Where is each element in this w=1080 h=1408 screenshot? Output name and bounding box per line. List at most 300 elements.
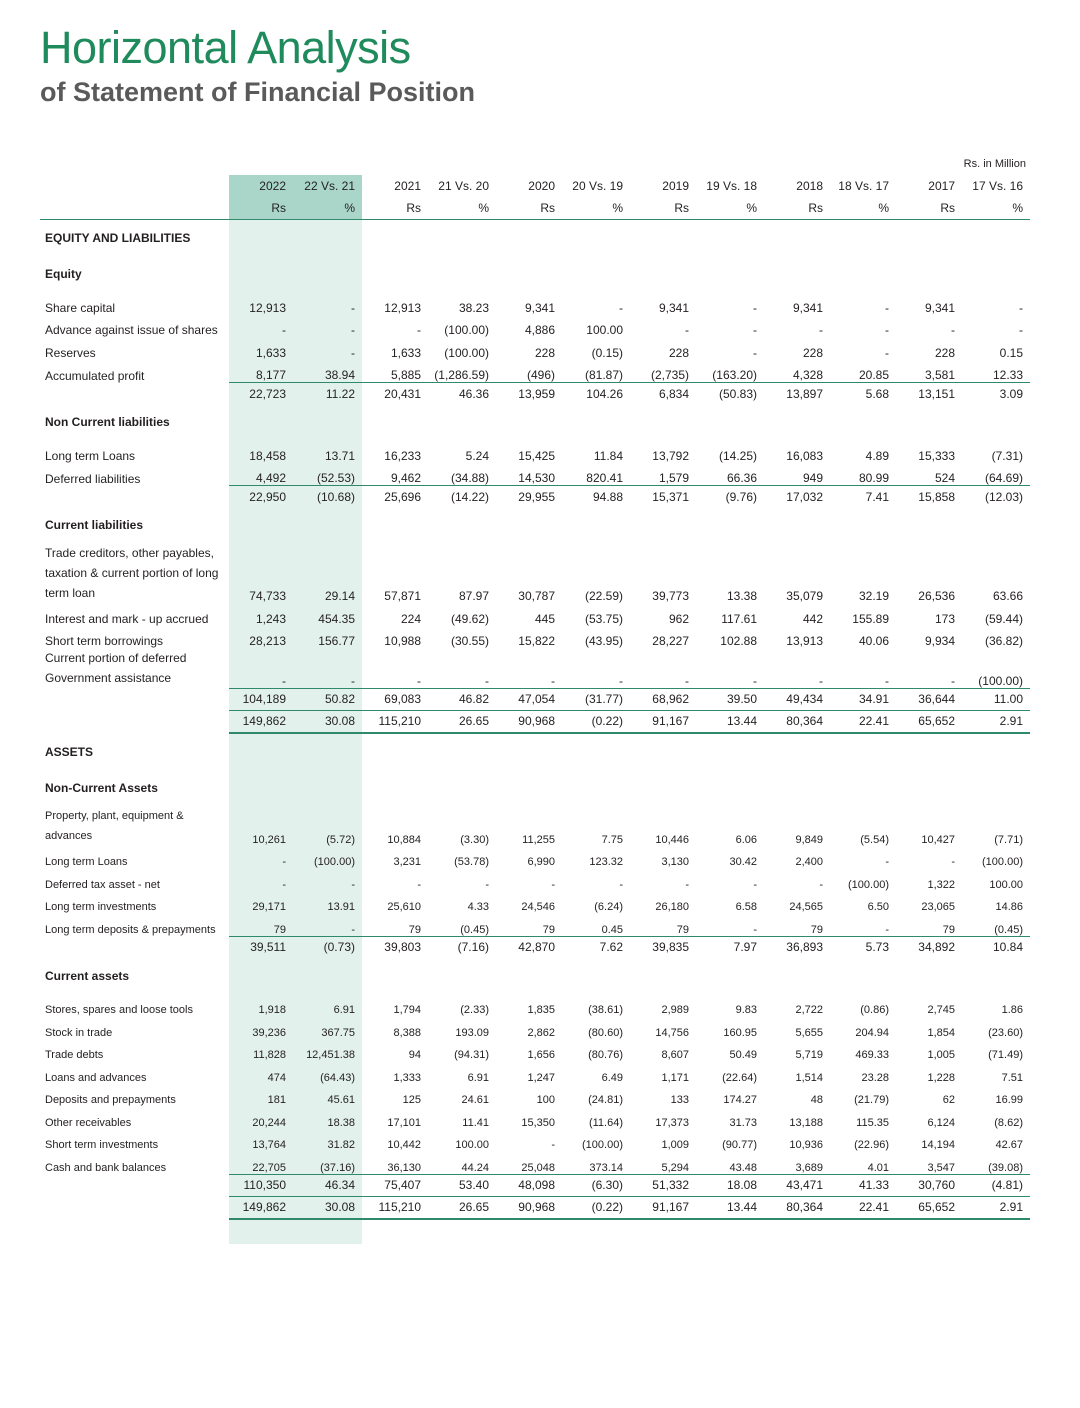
cell-value: 42,870: [496, 936, 562, 958]
cell-value: 46.82: [428, 688, 496, 710]
cell-value: 104,189: [229, 688, 293, 710]
cell-value: 23,065: [921, 901, 955, 913]
cell-value: 68,962: [630, 688, 696, 710]
cell-value: -: [282, 856, 286, 868]
cell-value: 94: [408, 1049, 421, 1061]
cell-value: (64.43): [320, 1071, 355, 1084]
cell-value: 2,862: [527, 1026, 555, 1039]
cell-value: 36,130: [387, 1161, 421, 1174]
cell-value: 17 Vs. 16: [972, 179, 1023, 193]
table-row: [40, 868, 1030, 891]
cell-value: 30.42: [729, 856, 757, 868]
cell-value: 160.95: [723, 1026, 757, 1039]
subsection-current-assets: [40, 958, 1030, 994]
cell-value: -: [753, 323, 757, 337]
cell-value: (64.69): [984, 471, 1023, 485]
cell-value: 8,607: [661, 1049, 689, 1061]
cell-value: 13,913: [786, 634, 823, 648]
cell-value: 16,233: [384, 448, 421, 463]
cell-value: 79: [810, 923, 823, 936]
cell-value: 1,514: [795, 1071, 823, 1084]
cell-value: 35,079: [786, 589, 823, 603]
cell-value: (53.75): [584, 611, 623, 626]
cell-value: 454.35: [318, 611, 355, 626]
cell-value: 22 Vs. 21: [304, 179, 355, 193]
row-label: Stores, spares and loose tools: [45, 1004, 193, 1016]
cell-value: (100.00): [978, 673, 1023, 688]
cell-value: %: [830, 197, 896, 220]
cell-value: 9,462: [390, 471, 421, 485]
cell-value: 12,451.38: [306, 1049, 355, 1061]
cell-value: 43.48: [729, 1161, 757, 1174]
cell-value: 36,893: [764, 936, 830, 958]
cell-value: 18.08: [696, 1174, 764, 1196]
cell-value: (100.00): [582, 1139, 623, 1151]
cell-value: 13.91: [327, 901, 355, 913]
cell-value: (39.08): [988, 1161, 1023, 1174]
table-row: [40, 1151, 1030, 1174]
cell-value: (31.77): [562, 688, 630, 710]
cell-value: 15,822: [518, 634, 555, 648]
cell-value: 91,167: [630, 710, 696, 733]
cell-value: 11.00: [962, 688, 1030, 710]
cell-value: 962: [668, 611, 689, 626]
page-subtitle: of Statement of Financial Position: [40, 77, 476, 107]
total-row: [40, 486, 1030, 508]
cell-value: (5.54): [860, 833, 889, 846]
cell-value: -: [951, 323, 955, 337]
cell-value: 48: [810, 1094, 823, 1106]
cell-value: (80.60): [588, 1026, 623, 1039]
cell-value: 47,054: [496, 688, 562, 710]
cell-value: 14,756: [655, 1026, 689, 1039]
cell-value: 949: [802, 471, 823, 485]
total-row: [40, 936, 1030, 958]
cell-value: (163.20): [712, 368, 757, 382]
row-label: [40, 688, 229, 710]
cell-value: 204.94: [855, 1026, 889, 1039]
cell-value: Rs: [896, 197, 962, 220]
cell-value: (49.62): [450, 611, 489, 626]
cell-value: (94.31): [454, 1049, 489, 1061]
row-label: Other receivables: [45, 1116, 132, 1129]
cell-value: (0.15): [591, 345, 623, 360]
cell-value: %: [562, 197, 630, 220]
cell-value: 117.61: [721, 611, 757, 626]
row-label: Share capital: [45, 300, 116, 315]
cell-value: 90,968: [496, 710, 562, 733]
cell-value: 41.33: [830, 1174, 896, 1196]
cell-value: 228: [934, 345, 955, 360]
cell-value: 3.09: [962, 383, 1030, 405]
cell-value: 10,884: [387, 833, 421, 846]
cell-value: (50.83): [696, 383, 764, 405]
cell-value: -: [351, 323, 355, 337]
cell-value: 100.00: [455, 1139, 489, 1151]
row-label: Advance against issue of shares: [45, 323, 218, 337]
cell-value: 2.91: [962, 710, 1030, 733]
cell-value: 74,733: [249, 589, 286, 603]
cell-value: 1,009: [661, 1139, 689, 1151]
row-label: [40, 175, 229, 197]
cell-value: 22.41: [830, 710, 896, 733]
cell-value: -: [1019, 300, 1023, 315]
cell-value: 18,458: [249, 448, 286, 463]
cell-value: 6.58: [735, 901, 757, 913]
row-label: Long term investments: [45, 901, 157, 913]
cell-value: (22.59): [584, 589, 623, 603]
row-label: [40, 1196, 229, 1219]
cell-value: 90,968: [496, 1196, 562, 1219]
cell-value: 13,897: [764, 383, 830, 405]
cell-value: 6.49: [601, 1071, 623, 1084]
cell-value: 9,341: [524, 300, 555, 315]
cell-value: 100.00: [989, 878, 1023, 891]
cell-value: 5.24: [465, 448, 489, 463]
cell-value: 11.22: [293, 383, 362, 405]
cell-value: 104.26: [562, 383, 630, 405]
subsection-current-liabilities-label: Current liabilities: [45, 518, 144, 532]
cell-value: 10,442: [387, 1139, 421, 1151]
cell-value: -: [282, 323, 286, 337]
cell-value: 1,633: [390, 345, 421, 360]
cell-value: (12.03): [962, 486, 1030, 508]
cell-value: %: [696, 197, 764, 220]
cell-value: -: [885, 923, 889, 936]
cell-value: Rs: [229, 197, 293, 220]
cell-value: 115,210: [362, 710, 428, 733]
cell-value: 18 Vs. 17: [838, 179, 889, 193]
cell-value: 1,243: [255, 611, 286, 626]
cell-value: 13,764: [252, 1139, 286, 1151]
cell-value: (23.60): [988, 1026, 1023, 1039]
cell-value: (24.81): [588, 1094, 623, 1106]
cell-value: 50.82: [293, 688, 362, 710]
cell-value: 3,581: [924, 368, 955, 382]
cell-value: 6,990: [527, 856, 555, 868]
cell-value: 6.06: [735, 833, 757, 846]
row-label: [40, 936, 229, 958]
cell-value: 9,341: [792, 300, 823, 315]
cell-value: 2022: [259, 179, 286, 193]
cell-value: 28,213: [249, 634, 286, 648]
cell-value: (100.00): [444, 345, 489, 360]
cell-value: 39,803: [362, 936, 428, 958]
cell-value: 181: [267, 1094, 286, 1106]
cell-value: 53.40: [428, 1174, 496, 1196]
cell-value: 29.14: [324, 589, 355, 603]
cell-value: -: [417, 323, 421, 337]
cell-value: 3,689: [795, 1161, 823, 1174]
row-label: Loans and advances: [45, 1071, 147, 1084]
cell-value: 75,407: [362, 1174, 428, 1196]
cell-value: 11.84: [593, 448, 623, 463]
cell-value: 18.38: [327, 1116, 355, 1129]
cell-value: 25,048: [521, 1161, 555, 1174]
cell-value: 9,341: [658, 300, 689, 315]
cell-value: 100: [536, 1094, 555, 1106]
table-row: [40, 337, 1030, 360]
cell-value: 3,130: [661, 856, 689, 868]
total-row: [40, 688, 1030, 710]
table-row: [40, 360, 1030, 383]
row-label: Property, plant, equipment & advances: [45, 809, 184, 842]
cell-value: (7.71): [994, 833, 1023, 846]
grand-total-row: [40, 1196, 1030, 1219]
cell-value: 15,371: [630, 486, 696, 508]
cell-value: 57,871: [384, 589, 421, 603]
cell-value: 7.97: [696, 936, 764, 958]
cell-value: 228: [802, 345, 823, 360]
cell-value: 10.84: [962, 936, 1030, 958]
row-label: Long term Loans: [45, 856, 128, 868]
cell-value: (59.44): [984, 611, 1023, 626]
cell-value: 65,652: [896, 710, 962, 733]
cell-value: (11.64): [588, 1116, 623, 1129]
cell-value: 15,333: [918, 448, 955, 463]
cell-value: (1,286.59): [434, 368, 489, 382]
row-label: Long term deposits & prepayments: [45, 924, 216, 936]
cell-value: 445: [534, 611, 555, 626]
cell-value: -: [551, 673, 555, 688]
cell-value: (22.64): [722, 1071, 757, 1084]
cell-value: 4.89: [865, 448, 889, 463]
section-equity-liabilities: [40, 220, 1030, 257]
cell-value: 2019: [662, 179, 689, 193]
row-label: [40, 1174, 229, 1196]
cell-value: -: [819, 323, 823, 337]
cell-value: Rs: [362, 197, 428, 220]
cell-value: -: [485, 673, 489, 688]
cell-value: 24,546: [521, 901, 555, 913]
cell-value: -: [619, 300, 623, 315]
cell-value: 20,244: [252, 1116, 286, 1129]
cell-value: 4,886: [524, 323, 555, 337]
cell-value: 51,332: [630, 1174, 696, 1196]
grand-total-row: [40, 710, 1030, 733]
cell-value: -: [351, 345, 355, 360]
cell-value: 9.83: [735, 1004, 757, 1016]
cell-value: 2,745: [927, 1004, 955, 1016]
cell-value: 26,536: [918, 589, 955, 603]
table-row: [40, 806, 1030, 846]
cell-value: 16,083: [786, 448, 823, 463]
section-assets: [40, 733, 1030, 770]
row-label: Accumulated profit: [45, 368, 145, 383]
cell-value: %: [962, 197, 1030, 220]
cell-value: 7.62: [562, 936, 630, 958]
cell-value: (0.45): [994, 923, 1023, 936]
cell-value: 4.33: [467, 901, 489, 913]
cell-value: 3,547: [927, 1161, 955, 1174]
subsection-noncurrent-assets: [40, 770, 1030, 806]
cell-value: -: [685, 673, 689, 688]
cell-value: 38.94: [324, 368, 355, 382]
section-assets-label: ASSETS: [45, 744, 94, 759]
cell-value: 6.91: [333, 1004, 355, 1016]
cell-value: -: [417, 673, 421, 688]
cell-value: 39,236: [252, 1026, 286, 1039]
cell-value: 474: [267, 1071, 286, 1084]
cell-value: 5.73: [830, 936, 896, 958]
cell-value: -: [753, 673, 757, 688]
cell-value: -: [885, 300, 889, 315]
cell-value: -: [685, 323, 689, 337]
cell-value: 39,511: [229, 936, 293, 958]
cell-value: 1,918: [258, 1004, 286, 1016]
subsection-noncurrent-assets-label: Non-Current Assets: [45, 780, 158, 795]
row-label: Short term borrowings: [45, 634, 164, 648]
cell-value: 13,959: [496, 383, 562, 405]
row-label: Long term Loans: [45, 448, 136, 463]
cell-value: 50.49: [729, 1049, 757, 1061]
cell-value: (2,735): [650, 368, 689, 382]
cell-value: (0.22): [562, 1196, 630, 1219]
cell-value: 5,719: [795, 1049, 823, 1061]
cell-value: 4,492: [255, 471, 286, 485]
cell-value: 32.19: [858, 589, 889, 603]
cell-value: (496): [526, 368, 555, 382]
row-label: [40, 486, 229, 508]
cell-value: 1,171: [661, 1071, 689, 1084]
cell-value: (52.53): [316, 471, 355, 485]
table-row: [40, 1016, 1030, 1039]
cell-value: 63.66: [992, 589, 1023, 603]
table-row: [40, 603, 1030, 626]
cell-value: (90.77): [722, 1139, 757, 1151]
cell-value: 193.09: [455, 1026, 489, 1039]
cell-value: (6.30): [562, 1174, 630, 1196]
cell-value: (37.16): [320, 1161, 355, 1174]
table-row: [40, 543, 1030, 603]
cell-value: -: [753, 878, 757, 891]
cell-value: %: [293, 197, 362, 220]
cell-value: 13.44: [696, 1196, 764, 1219]
table-row: [40, 846, 1030, 869]
cell-value: -: [551, 1139, 555, 1151]
cell-value: 2.91: [962, 1196, 1030, 1219]
cell-value: 6.50: [867, 901, 889, 913]
cell-value: 16.99: [995, 1094, 1023, 1106]
cell-value: 13.71: [324, 448, 355, 463]
row-label: Deposits and prepayments: [45, 1094, 176, 1106]
row-label: [40, 383, 229, 405]
table-row: [40, 292, 1030, 315]
cell-value: 79: [942, 923, 955, 936]
cell-value: (0.73): [293, 936, 362, 958]
cell-value: -: [485, 878, 489, 891]
cell-value: 4,328: [792, 368, 823, 382]
table-row: [40, 315, 1030, 338]
cell-value: 133: [670, 1094, 689, 1106]
cell-value: -: [282, 673, 286, 688]
cell-value: 23.28: [861, 1071, 889, 1084]
cell-value: -: [685, 878, 689, 891]
cell-value: -: [351, 300, 355, 315]
cell-value: 13,151: [896, 383, 962, 405]
cell-value: 4.01: [867, 1161, 889, 1174]
cell-value: 2020: [528, 179, 555, 193]
row-label: Reserves: [45, 345, 96, 360]
cell-value: 26.65: [428, 710, 496, 733]
table-row: [40, 648, 1030, 688]
subsection-noncurrent-liabilities: [40, 404, 1030, 440]
cell-value: 30.08: [293, 1196, 362, 1219]
cell-value: 1,005: [927, 1049, 955, 1061]
cell-value: 39,773: [652, 589, 689, 603]
header-years-row: [40, 175, 1030, 197]
cell-value: 31.73: [729, 1116, 757, 1129]
cell-value: 1,579: [658, 471, 689, 485]
horizontal-analysis-table: [40, 175, 1030, 1220]
cell-value: -: [885, 673, 889, 688]
cell-value: 79: [273, 923, 286, 936]
cell-value: 13.44: [696, 710, 764, 733]
cell-value: -: [819, 878, 823, 891]
cell-value: 25,610: [387, 901, 421, 913]
cell-value: (30.55): [450, 634, 489, 648]
cell-value: 20,431: [362, 383, 428, 405]
table-row: [40, 891, 1030, 914]
subsection-current-assets-label: Current assets: [45, 968, 130, 983]
cell-value: 2,400: [795, 856, 823, 868]
cell-value: 46.34: [293, 1174, 362, 1196]
cell-value: (0.22): [562, 710, 630, 733]
cell-value: 0.15: [999, 345, 1023, 360]
cell-value: (10.68): [293, 486, 362, 508]
cell-value: 14.86: [995, 901, 1023, 913]
subsection-equity: [40, 256, 1030, 292]
cell-value: 31.82: [327, 1139, 355, 1151]
cell-value: 65,652: [896, 1196, 962, 1219]
cell-value: -: [885, 345, 889, 360]
cell-value: 79: [676, 923, 689, 936]
cell-value: 69,083: [362, 688, 428, 710]
cell-value: 5,655: [795, 1026, 823, 1039]
cell-value: (4.81): [962, 1174, 1030, 1196]
cell-value: -: [951, 856, 955, 868]
row-label: Stock in trade: [45, 1026, 113, 1039]
cell-value: 14,194: [921, 1139, 955, 1151]
cell-value: 0.45: [601, 923, 623, 936]
cell-value: 34,892: [896, 936, 962, 958]
table-row: [40, 626, 1030, 649]
cell-value: 26.65: [428, 1196, 496, 1219]
cell-value: 79: [408, 923, 421, 936]
cell-value: 13,792: [652, 448, 689, 463]
cell-value: (100.00): [848, 878, 889, 891]
cell-value: (43.95): [584, 634, 623, 648]
cell-value: -: [1019, 323, 1023, 337]
cell-value: 10,988: [384, 634, 421, 648]
cell-value: 10,936: [789, 1139, 823, 1151]
cell-value: 1,322: [927, 878, 955, 891]
cell-value: 30,787: [518, 589, 555, 603]
cell-value: 6,124: [927, 1116, 955, 1129]
cell-value: 45.61: [327, 1094, 355, 1106]
cell-value: 1,633: [255, 345, 286, 360]
cell-value: 1,854: [927, 1026, 955, 1039]
cell-value: 30,760: [896, 1174, 962, 1196]
cell-value: 13,188: [789, 1116, 823, 1129]
cell-value: 8,177: [255, 368, 286, 382]
cell-value: 11,828: [253, 1049, 286, 1061]
cell-value: 5,885: [390, 368, 421, 382]
cell-value: 49,434: [764, 688, 830, 710]
cell-value: (21.79): [854, 1094, 889, 1106]
cell-value: (0.45): [460, 923, 489, 936]
cell-value: -: [753, 923, 757, 936]
